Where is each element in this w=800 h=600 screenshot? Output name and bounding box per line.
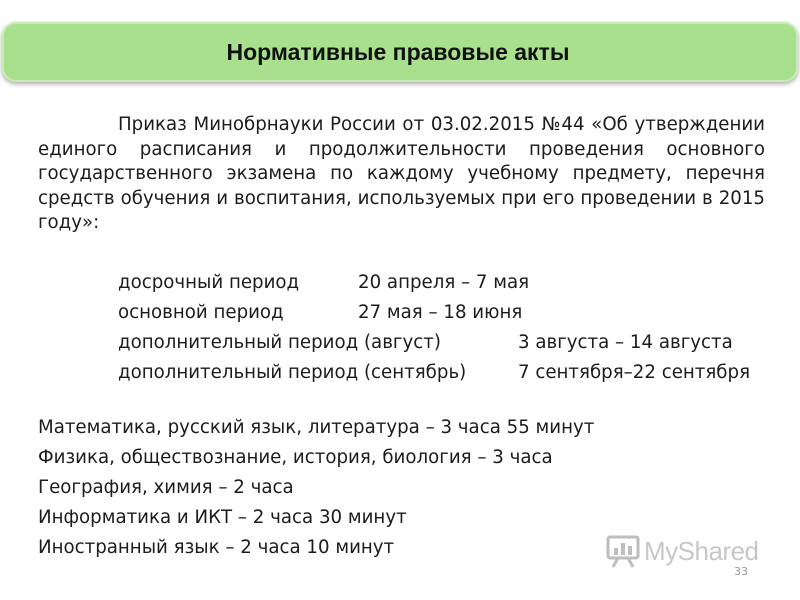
period-row bbox=[118, 358, 778, 388]
watermark bbox=[606, 534, 759, 568]
duration-item: Иностранный язык – 2 часа 10 минут bbox=[38, 537, 395, 558]
duration-item: Математика, русский язык, литература – 3 часа 55 минут bbox=[38, 417, 595, 438]
intro-text: Приказ Минобрнауки России от 03.02.2015 №44 «Об утверждении единого расписания и продолжительности проведения основного государственного экзамена по каждому учебному предмету, перечня средств обучения и воспитания, используемых при его проведении в 2015 году»: bbox=[38, 114, 765, 233]
exam-periods-list bbox=[118, 268, 778, 388]
slide-title: Нормативные правовые акты bbox=[226, 38, 570, 65]
period-label: досрочный период bbox=[118, 272, 300, 293]
period-dates: 3 августа – 14 августа bbox=[518, 332, 733, 353]
period-label: основной период bbox=[118, 302, 284, 323]
period-dates: 27 мая – 18 июня bbox=[358, 302, 523, 323]
intro-paragraph bbox=[38, 113, 765, 236]
title-banner bbox=[2, 22, 798, 82]
period-dates: 7 сентября–22 сентября bbox=[518, 362, 751, 383]
period-dates: 20 апреля – 7 мая bbox=[358, 272, 530, 293]
period-label: дополнительный период (август) bbox=[118, 332, 441, 353]
chart-logo-icon bbox=[606, 534, 640, 568]
period-row bbox=[118, 298, 778, 328]
page-number: 33 bbox=[734, 565, 748, 578]
watermark-text: MyShared bbox=[644, 535, 759, 566]
period-row bbox=[118, 268, 778, 298]
duration-item: Информатика и ИКТ – 2 часа 30 минут bbox=[38, 507, 407, 528]
duration-item: Физика, обществознание, история, биология – 3 часа bbox=[38, 447, 553, 468]
period-row bbox=[118, 328, 778, 358]
duration-item: География, химия – 2 часа bbox=[38, 477, 294, 498]
period-label: дополнительный период (сентябрь) bbox=[118, 362, 467, 383]
